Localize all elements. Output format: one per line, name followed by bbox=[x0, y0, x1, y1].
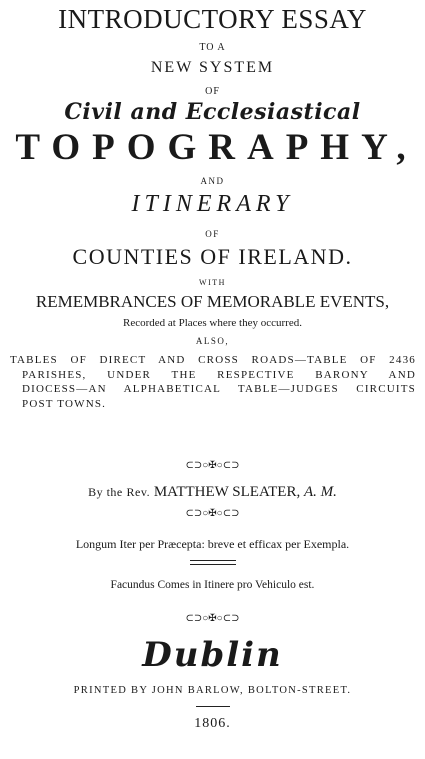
civil-ecclesiastical-text: Civil and Ecclesiastical bbox=[64, 99, 361, 125]
tables-line-1: TABLES OF DIRECT AND CROSS ROADS—TABLE OF 2436 bbox=[10, 354, 416, 366]
by-the-text: By the bbox=[88, 485, 123, 499]
year-text: 1806. bbox=[194, 716, 231, 731]
double-rule-top bbox=[190, 560, 236, 561]
also-text: ALSO, bbox=[195, 336, 230, 346]
ornament-rule-2: ⊂⊃○✠○⊂⊃ bbox=[185, 508, 240, 519]
itinerary-heading: ITINERARY bbox=[131, 191, 294, 217]
topography-heading: TOPOGRAPHY, bbox=[15, 127, 418, 168]
printer-line: PRINTED BY JOHN BARLOW, BOLTON-STREET. bbox=[73, 685, 352, 696]
of-text-2: OF bbox=[205, 229, 220, 239]
author-line bbox=[0, 485, 425, 500]
counties-heading: COUNTIES OF IRELAND. bbox=[72, 244, 353, 269]
tables-line-4: POST TOWNS. bbox=[22, 397, 107, 410]
ornament-rule-1: ⊂⊃○✠○⊂⊃ bbox=[185, 460, 240, 471]
ornament-rule-3: ⊂⊃○✠○⊂⊃ bbox=[185, 613, 240, 624]
tables-line-3: DIOCESS—AN ALPHABETICAL TABLE—JUDGES CIRCUITS bbox=[22, 383, 416, 395]
of-text-1: OF bbox=[205, 86, 220, 97]
author-degree: A. M. bbox=[303, 484, 337, 500]
recorded-text: Recorded at Places where they occurred. bbox=[123, 317, 302, 329]
double-rule-bottom bbox=[190, 564, 236, 565]
rev-text: Rev. bbox=[126, 485, 151, 499]
remembrances-text: REMEMBRANCES OF MEMORABLE EVENTS, bbox=[35, 292, 390, 311]
with-text: WITH bbox=[199, 278, 226, 287]
new-system-text: NEW SYSTEM bbox=[150, 59, 275, 76]
and-text: AND bbox=[200, 176, 225, 186]
author-name: MATTHEW SLEATER, bbox=[153, 484, 301, 500]
to-a-text: TO A bbox=[199, 42, 226, 53]
printer-rule bbox=[196, 706, 230, 707]
place-dublin: Dublin bbox=[142, 635, 283, 675]
tables-paragraph bbox=[10, 353, 416, 411]
motto-1: Longum Iter per Præcepta: breve et efficax per Exempla. bbox=[75, 537, 350, 551]
title-introductory-essay: INTRODUCTORY ESSAY bbox=[58, 4, 367, 34]
motto-2: Facundus Comes in Itinere pro Vehiculo est. bbox=[110, 579, 315, 591]
tables-line-2: PARISHES, UNDER THE RESPECTIVE BARONY AND bbox=[22, 368, 416, 381]
